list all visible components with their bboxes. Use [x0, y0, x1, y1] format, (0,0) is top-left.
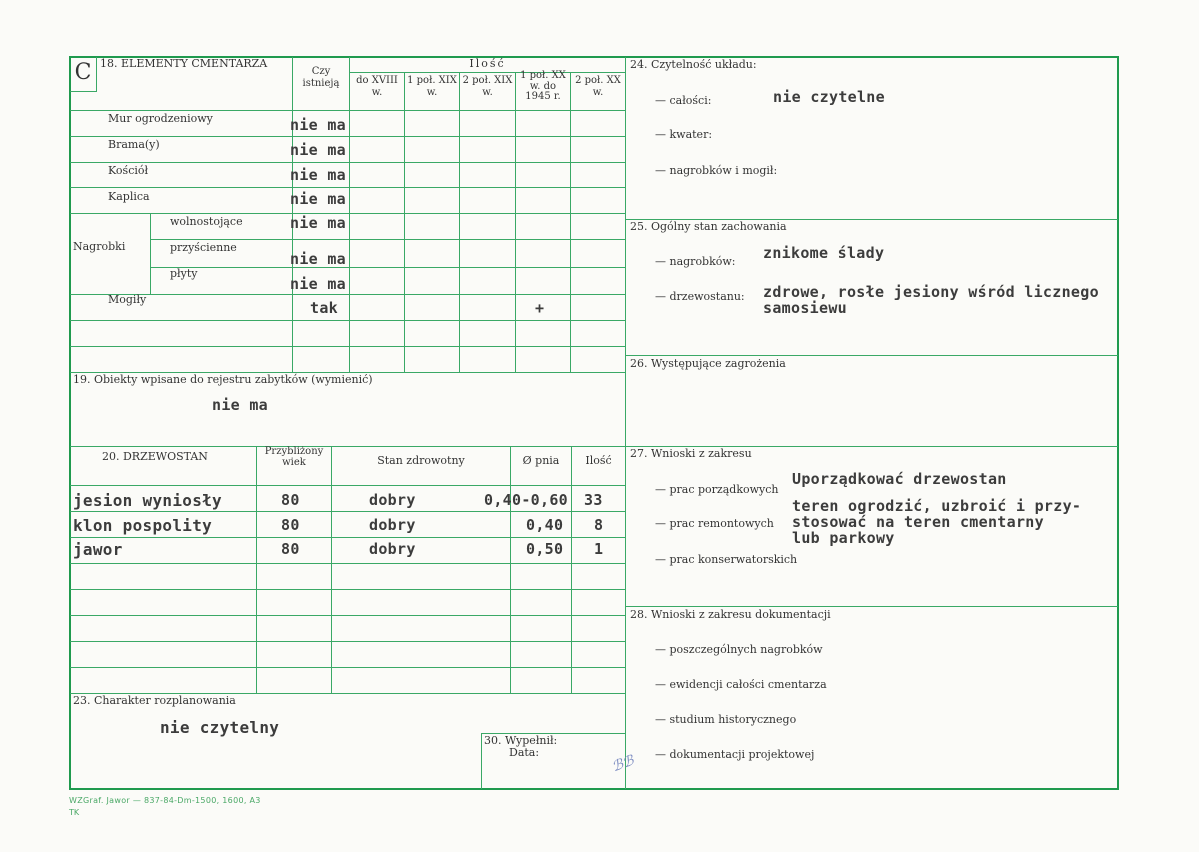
section-25-title: 25. Ogólny stan zachowania: [630, 220, 787, 233]
tree-health: dobry: [369, 516, 416, 534]
field-label: — poszczególnych nagrobków: [655, 643, 823, 656]
field-label: — nagrobków i mogił:: [655, 164, 778, 177]
typed-value: Uporządkować drzewostan: [792, 470, 1007, 488]
grid-line: [150, 213, 151, 294]
grid-line: [70, 563, 625, 564]
field-label: — kwater:: [655, 128, 713, 141]
tree-health: dobry: [369, 540, 416, 558]
period-label: do XVIII w.: [356, 75, 398, 98]
grid-line: [481, 733, 482, 789]
grid-line: [70, 136, 625, 137]
grid-line: [70, 589, 625, 590]
field-label: — nagrobków:: [655, 255, 736, 268]
typed-mark: +: [535, 299, 545, 317]
tree-health: dobry: [369, 491, 416, 509]
col-pnia: Ø pnia: [522, 454, 560, 467]
grid-line: [70, 162, 625, 163]
tree-count: 8: [594, 516, 604, 534]
col-ilosc: Ilość: [469, 57, 506, 70]
typed-value: teren ogrodzić, uzbroić i przy-: [792, 497, 1082, 515]
col-ilosc: Ilość: [585, 454, 612, 467]
form-card: [69, 56, 1119, 790]
row-label: Brama(y): [108, 138, 160, 151]
row-label: wolnostojące: [170, 215, 243, 228]
field-label: — studium historycznego: [655, 713, 797, 726]
period-label: 1 poł. XX w. do 1945 r.: [520, 70, 566, 102]
section-26-title: 26. Występujące zagrożenia: [630, 357, 786, 370]
typed-value: stosować na teren cmentarny: [792, 513, 1044, 531]
typed-value: nie ma: [290, 116, 346, 134]
row-label: płyty: [170, 267, 198, 280]
grid-line: [626, 355, 1118, 356]
typed-value: nie ma: [290, 250, 346, 268]
tree-age: 80: [281, 516, 300, 534]
field-label: — drzewostanu:: [655, 290, 745, 303]
field-label: — prac porządkowych: [655, 483, 779, 496]
tree-name: jawor: [73, 540, 123, 559]
signature-mark: ℬℬ: [609, 752, 637, 776]
typed-value: nie czytelne: [773, 88, 885, 106]
grid-line: [510, 446, 511, 693]
col-stan: Stan zdrowotny: [377, 454, 465, 467]
row-label: Kaplica: [108, 190, 150, 203]
typed-value: nie czytelny: [160, 718, 280, 737]
grid-line: [256, 446, 257, 693]
grid-line: [570, 72, 571, 372]
print-code: TK: [69, 808, 80, 817]
period-label: 2 poł. XX w.: [575, 75, 621, 98]
tree-count: 33: [584, 491, 603, 509]
grid-line: [70, 294, 625, 295]
field-label: — prac remontowych: [655, 517, 774, 530]
section-18-title: 18. ELEMENTY CMENTARZA: [100, 57, 268, 70]
grid-line: [70, 641, 625, 642]
data-label: Data:: [509, 746, 540, 759]
row-label: przyścienne: [170, 241, 237, 254]
grid-line: [70, 187, 625, 188]
tree-age: 80: [281, 491, 300, 509]
tree-count: 1: [594, 540, 604, 558]
grid-line: [70, 213, 625, 214]
section-19-title: 19. Obiekty wpisane do rejestru zabytków (wymienić): [73, 373, 373, 386]
grid-line: [626, 606, 1118, 607]
typed-value: nie ma: [290, 166, 346, 184]
grid-line: [70, 346, 625, 347]
period-label: 1 poł. XIX w.: [407, 75, 457, 98]
typed-value: nie ma: [290, 190, 346, 208]
section-24-title: 24. Czytelność układu:: [630, 58, 757, 71]
mogily-label: Mogiły: [108, 293, 147, 306]
grid-line: [70, 320, 625, 321]
grid-line: [349, 72, 625, 73]
grid-line: [70, 485, 625, 486]
grid-line: [70, 511, 625, 512]
tree-diameter: 0,40: [526, 516, 564, 534]
field-label: — prac konserwatorskich: [655, 553, 798, 566]
grid-line: [515, 72, 516, 372]
col-wiek: Przybliżony wiek: [264, 446, 324, 468]
field-label: — ewidencji całości cmentarza: [655, 678, 827, 691]
corner-letter: C: [70, 57, 97, 92]
typed-value: samosiewu: [763, 299, 847, 317]
period-label: 2 poł. XIX w.: [462, 75, 513, 98]
row-label: Kościół: [108, 164, 149, 177]
tree-age: 80: [281, 540, 300, 558]
typed-value: nie ma: [290, 275, 346, 293]
grid-line: [459, 72, 460, 372]
section-20-title: 20. DRZEWOSTAN: [102, 450, 208, 463]
grid-line: [150, 239, 625, 240]
section-27-title: 27. Wnioski z zakresu: [630, 447, 752, 460]
grid-line: [70, 110, 625, 111]
grid-line: [331, 446, 332, 693]
row-label: Mur ogrodzeniowy: [108, 112, 213, 125]
typed-value: nie ma: [290, 214, 346, 232]
print-imprint: WZGraf. Jawor — 837-84-Dm-1500, 1600, A3: [69, 796, 261, 805]
tree-name: klon pospolity: [73, 516, 213, 535]
typed-value: lub parkowy: [792, 529, 895, 547]
grid-line: [150, 267, 625, 268]
grid-line: [70, 537, 625, 538]
typed-value: tak: [310, 299, 338, 317]
grid-line: [404, 72, 405, 372]
grid-line: [70, 667, 625, 668]
section-28-title: 28. Wnioski z zakresu dokumentacji: [630, 608, 831, 621]
typed-value: nie ma: [212, 396, 268, 414]
field-label: — całości:: [655, 94, 712, 107]
nagrobki-label: Nagrobki: [73, 240, 126, 253]
grid-line: [349, 57, 350, 372]
tree-name: jesion wyniosły: [73, 491, 222, 510]
grid-line: [70, 446, 625, 447]
section-23-title: 23. Charakter rozplanowania: [73, 694, 236, 707]
tree-diameter: 0,40-0,60: [484, 491, 568, 509]
center-divider: [625, 57, 626, 789]
typed-value: zdrowe, rosłe jesiony wśród licznego: [763, 283, 1099, 301]
col-czy-istnieja: Czy istnieją: [302, 66, 340, 89]
field-label: — dokumentacji projektowej: [655, 748, 815, 761]
typed-value: znikome ślady: [763, 244, 885, 262]
grid-line: [571, 446, 572, 693]
section-30-title: 30. Wypełnił:: [484, 734, 558, 747]
tree-diameter: 0,50: [526, 540, 564, 558]
grid-line: [70, 615, 625, 616]
typed-value: nie ma: [290, 141, 346, 159]
